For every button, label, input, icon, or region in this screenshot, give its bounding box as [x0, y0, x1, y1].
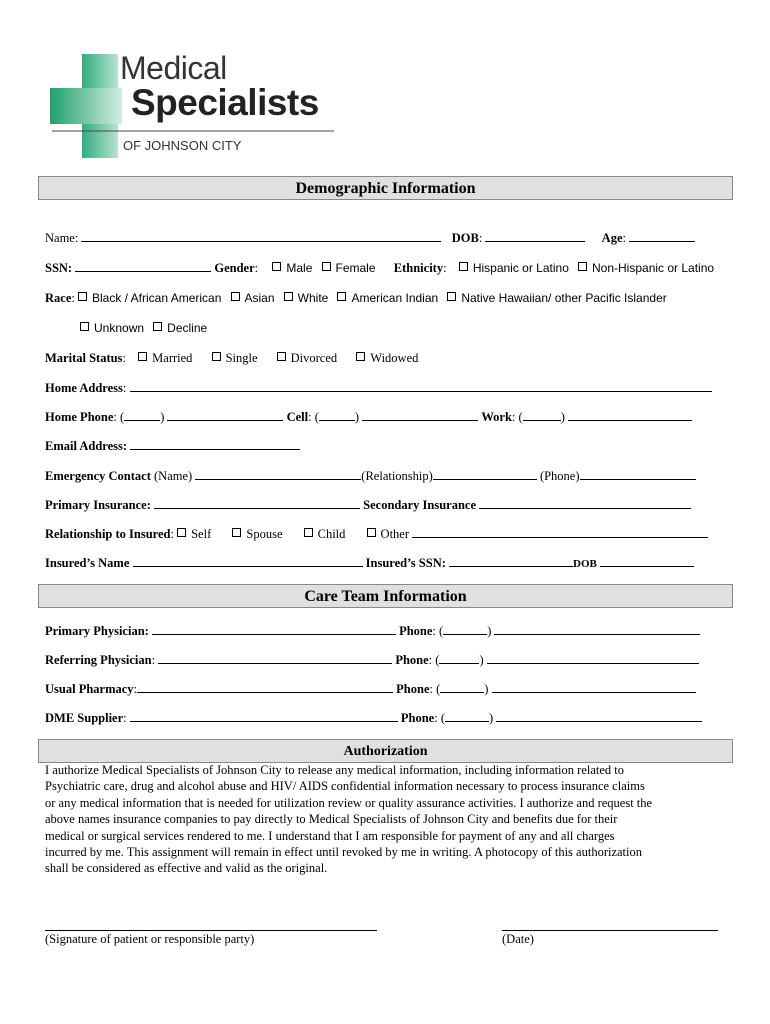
marital-status-row: Marital Status: Married Single Divorced Widowed: [45, 351, 419, 365]
name-field[interactable]: [81, 230, 441, 242]
work-area-field[interactable]: [523, 409, 561, 421]
checkbox-icon: [277, 352, 286, 361]
emergency-relationship-label: (Relationship): [361, 469, 433, 483]
usual-pharmacy-phone-field[interactable]: [492, 681, 696, 693]
home-phone-area-field[interactable]: [124, 409, 160, 421]
authorization-line: incurred by me. This assignment will remain in effect until revoked by me in writing. A photocopy of this authorization: [45, 845, 642, 860]
checkbox-icon: [138, 352, 147, 361]
care-team-row-dme: DME Supplier: Phone: ( ): [45, 710, 702, 726]
relationship-other-option[interactable]: Other: [367, 527, 409, 541]
authorization-line: shall be considered as effective and valid as the original.: [45, 861, 328, 876]
marital-status-label: Marital Status: [45, 351, 123, 365]
referring-physician-area-field[interactable]: [439, 652, 479, 664]
race-white-option[interactable]: White: [284, 291, 329, 305]
ethnicity-label: Ethnicity: [393, 261, 444, 275]
relationship-self-option[interactable]: Self: [177, 527, 211, 541]
emergency-name-label: (Name): [154, 469, 193, 483]
ssn-label: SSN:: [45, 261, 73, 275]
authorization-line: Psychiatric care, drug and alcohol abuse and HIV/ AIDS confidential information necessary to process insurance claims: [45, 779, 645, 794]
insured-ssn-field[interactable]: [449, 555, 573, 567]
dme-supplier-phone-field[interactable]: [496, 710, 702, 722]
authorization-title: Authorization: [343, 744, 428, 759]
marital-widowed-option[interactable]: Widowed: [356, 351, 418, 365]
signature-line[interactable]: [45, 930, 377, 931]
usual-pharmacy-field[interactable]: [137, 681, 393, 693]
ssn-field[interactable]: [75, 260, 211, 272]
logo-line-city: OF JOHNSON CITY: [123, 138, 242, 153]
authorization-line: or any medical information that is needed for utilization review or quality assurance activities. I authorize and request the: [45, 795, 653, 810]
insured-name-field[interactable]: [133, 555, 363, 567]
referring-physician-phone-label: Phone: [395, 653, 429, 667]
age-field[interactable]: [629, 230, 695, 242]
work-label: Work: [481, 410, 512, 424]
race-row-2: [80, 320, 207, 336]
checkbox-icon: [78, 292, 87, 301]
logo-line-specialists: Specialists: [131, 82, 319, 123]
authorization-header: [38, 739, 733, 763]
race-row: Race: Black / African American Asian White American Indian Native Hawaiian/ other Pacific Islander: [45, 291, 667, 305]
checkbox-icon: [232, 528, 241, 537]
email-field[interactable]: [130, 438, 300, 450]
race-unknown-option[interactable]: Unknown: [80, 321, 144, 335]
checkbox-icon: [284, 292, 293, 301]
checkbox-icon: [578, 262, 587, 271]
marital-married-option[interactable]: Married: [138, 351, 192, 365]
usual-pharmacy-area-field[interactable]: [440, 681, 484, 693]
home-address-field[interactable]: [130, 380, 712, 392]
emergency-phone-label: (Phone): [539, 469, 580, 483]
marital-single-option[interactable]: Single: [212, 351, 258, 365]
ssn-row: SSN: Gender: Male Female Ethnicity: Hispanic or Latino Non-Hispanic or Latino: [45, 261, 715, 275]
logo: [48, 52, 348, 160]
paren-open: (: [440, 711, 445, 725]
care-team-row-primary: Primary Physician: Phone: ( ): [45, 623, 700, 639]
emergency-contact-row: [45, 468, 696, 484]
checkbox-icon: [272, 262, 281, 271]
paren-close: ): [484, 682, 489, 696]
race-native-hawaiian-option[interactable]: Native Hawaiian/ other Pacific Islander: [447, 291, 666, 305]
emergency-name-field[interactable]: [195, 468, 361, 480]
cell-label: Cell: [286, 410, 309, 424]
secondary-insurance-label: Secondary Insurance: [363, 498, 476, 512]
home-phone-label: Home Phone: [45, 410, 114, 424]
date-label: (Date): [502, 932, 534, 946]
authorization-text: [45, 762, 725, 877]
demographic-header: [38, 176, 733, 200]
authorization-line: above names insurance companies to pay directly to Medical Specialists of Johnson City and benefits due for their: [45, 812, 618, 827]
paren-open: (: [314, 410, 319, 424]
referring-physician-field[interactable]: [158, 652, 392, 664]
checkbox-icon: [322, 262, 331, 271]
age-label: Age: [601, 231, 623, 245]
primary-physician-phone-field[interactable]: [494, 623, 700, 635]
race-american-indian-option[interactable]: American Indian: [337, 291, 438, 305]
race-black-option[interactable]: Black / African American: [78, 291, 221, 305]
signature-label: (Signature of patient or responsible party): [45, 932, 255, 946]
name-label: Name: [45, 231, 75, 245]
cell-area-field[interactable]: [319, 409, 355, 421]
secondary-insurance-field[interactable]: [479, 497, 691, 509]
emergency-phone-field[interactable]: [580, 468, 696, 480]
checkbox-icon: [212, 352, 221, 361]
dme-supplier-area-field[interactable]: [445, 710, 489, 722]
insurance-row: [45, 497, 691, 513]
dme-supplier-field[interactable]: [130, 710, 398, 722]
gender-label: Gender: [214, 261, 255, 275]
insured-row: [45, 555, 694, 572]
dob-field[interactable]: [485, 230, 585, 242]
home-phone-row: Home Phone: ( ) Cell: ( ) Work: ( ): [45, 409, 692, 425]
paren-open: (: [120, 410, 125, 424]
paren-open: (: [518, 410, 523, 424]
emergency-contact-label: Emergency Contact: [45, 469, 151, 483]
paren-close: ): [489, 711, 494, 725]
logo-line-medical: Medical: [120, 50, 227, 86]
checkbox-icon: [337, 292, 346, 301]
work-field[interactable]: [568, 409, 692, 421]
usual-pharmacy-phone-label: Phone: [396, 682, 430, 696]
primary-physician-field[interactable]: [152, 623, 396, 635]
insured-dob-field[interactable]: [600, 555, 694, 567]
home-address-label: Home Address: [45, 381, 123, 395]
paren-close: ): [354, 410, 360, 424]
dme-supplier-phone-label: Phone: [400, 711, 435, 725]
gender-male-option[interactable]: Male: [272, 261, 312, 275]
ethnicity-hispanic-option[interactable]: Hispanic or Latino: [459, 261, 569, 275]
home-phone-field[interactable]: [167, 409, 283, 421]
paren-close: ): [487, 624, 492, 638]
usual-pharmacy-label: Usual Pharmacy: [45, 682, 134, 696]
primary-insurance-field[interactable]: [154, 497, 360, 509]
relationship-other-field[interactable]: [412, 526, 708, 538]
checkbox-icon: [80, 322, 89, 331]
demographic-title: Demographic Information: [295, 180, 476, 197]
relationship-row: Relationship to Insured: Self Spouse Child Other: [45, 526, 708, 542]
marital-divorced-option[interactable]: Divorced: [277, 351, 338, 365]
emergency-relationship-field[interactable]: [433, 468, 537, 480]
authorization-line: medical or surgical services rendered to me. I understand that I am responsible for payment of any and all charges: [45, 828, 615, 843]
checkbox-icon: [231, 292, 240, 301]
care-team-title: Care Team Information: [304, 588, 467, 605]
primary-physician-label: Primary Physician:: [45, 624, 149, 638]
race-decline-option[interactable]: Decline: [153, 321, 207, 335]
paren-close: ): [560, 410, 565, 424]
name-row: Name: DOB: Age:: [45, 230, 695, 246]
race-asian-option[interactable]: Asian: [231, 291, 275, 305]
referring-physician-label: Referring Physician: [45, 653, 152, 667]
insured-dob-label: DOB: [573, 558, 597, 570]
checkbox-icon: [447, 292, 456, 301]
date-line[interactable]: [502, 930, 718, 931]
care-team-row-referring: Referring Physician: Phone: ( ): [45, 652, 699, 668]
email-row: [45, 438, 300, 454]
paren-open: (: [435, 653, 440, 667]
relationship-spouse-option[interactable]: Spouse: [232, 527, 282, 541]
email-label: Email Address:: [45, 439, 128, 453]
care-team-row-pharmacy: Usual Pharmacy: Phone: ( ): [45, 681, 696, 697]
ethnicity-non-hispanic-option[interactable]: Non-Hispanic or Latino: [578, 261, 714, 275]
referring-physician-phone-field[interactable]: [487, 652, 699, 664]
paren-close: ): [160, 410, 165, 424]
paren-close: ): [479, 653, 484, 667]
checkbox-icon: [153, 322, 162, 331]
race-label: Race: [45, 291, 72, 305]
paren-open: (: [439, 624, 444, 638]
relationship-child-option[interactable]: Child: [304, 527, 346, 541]
authorization-line: I authorize Medical Specialists of Johnson City to release any medical information, including information related to: [45, 763, 625, 777]
primary-insurance-label: Primary Insurance:: [45, 498, 151, 512]
cell-field[interactable]: [362, 409, 478, 421]
home-address-row: Home Address:: [45, 380, 712, 396]
checkbox-icon: [356, 352, 365, 361]
checkbox-icon: [459, 262, 468, 271]
checkbox-icon: [304, 528, 313, 537]
dme-supplier-label: DME Supplier: [45, 711, 124, 725]
checkbox-icon: [367, 528, 376, 537]
relationship-label: Relationship to Insured: [45, 527, 171, 541]
checkbox-icon: [177, 528, 186, 537]
gender-female-option[interactable]: Female: [322, 261, 376, 275]
primary-physician-phone-label: Phone: [399, 624, 433, 638]
insured-ssn-label: Insured’s SSN:: [365, 556, 446, 570]
care-team-header: [38, 584, 733, 608]
dob-label: DOB: [451, 231, 479, 245]
paren-open: (: [436, 682, 441, 696]
primary-physician-area-field[interactable]: [443, 623, 487, 635]
insured-name-label: Insured’s Name: [45, 556, 130, 570]
